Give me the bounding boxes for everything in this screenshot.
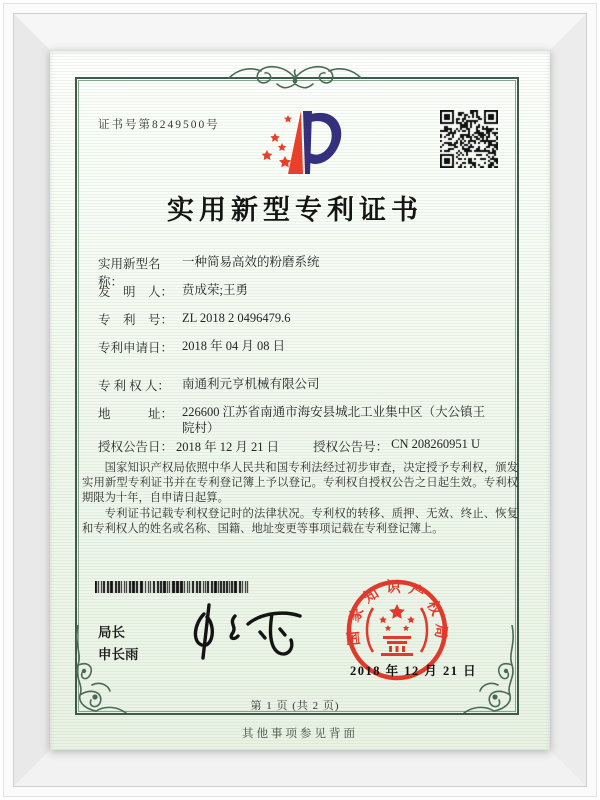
director-block — [98, 622, 139, 666]
director-title: 局长 — [98, 625, 125, 640]
field-value: 一种简易高效的粉磨系统 — [182, 255, 320, 269]
certificate-title: 实用新型专利证书 — [167, 195, 423, 225]
legal-paragraph-1: 国家知识产权局依照中华人民共和国专利法经过初步审查，决定授予专利权，颁发实用新型专利证书并在专利登记簿上予以登记。专利权自授权公告之日起生效。专利权期限为十年，自申请日起算。 — [82, 462, 518, 505]
legal-text — [82, 461, 518, 537]
seal-date: 2018 年 12 月 21 日 — [350, 664, 478, 678]
barcode-icon — [95, 581, 251, 593]
certificate-paper — [50, 50, 550, 750]
field-label: 专 利 权 人： — [98, 379, 170, 393]
certificate-number: 证书号第8249500号 — [98, 119, 220, 131]
field-value: ZL 2018 2 0496479.6 — [182, 311, 291, 325]
field-value: 贲成荣;王勇 — [182, 283, 248, 297]
grant-date-value: 2018 年 12 月 21 日 — [176, 440, 280, 454]
grant-number-label: 授权公告号： — [313, 440, 389, 454]
footer-note: 其他事项参见背面 — [242, 728, 358, 740]
page-indicator: 第 1 页 (共 2 页) — [250, 700, 340, 712]
signature-icon — [188, 602, 313, 664]
field-row-patentee — [98, 376, 494, 394]
legal-paragraph-2: 专利证书记载专利权登记时的法律状况。专利权的转移、质押、无效、终止、恢复和专利权人的姓名或名称、国籍、地址变更等事项记载在专利登记簿上。 — [82, 507, 518, 535]
director-name: 申长雨 — [98, 647, 139, 662]
cnipa-logo-icon — [255, 106, 345, 182]
field-row-patent-number — [98, 310, 494, 328]
field-label: 专利申请日： — [98, 341, 174, 355]
field-row-grant — [98, 437, 480, 455]
field-label: 地 址： — [98, 407, 174, 421]
field-label: 实用新型名称： — [98, 257, 161, 289]
field-label: 专 利 号： — [98, 313, 174, 327]
field-row-address — [98, 404, 494, 436]
border-flourish-top-icon — [225, 60, 365, 94]
field-value: 2018 年 04 月 08 日 — [182, 339, 286, 353]
seal-text: 国家知识产权局 — [345, 579, 449, 647]
grant-number-value: CN 208260951 U — [391, 437, 481, 451]
field-row-inventor — [98, 282, 494, 300]
field-value: 南通利元亨机械有限公司 — [182, 377, 320, 391]
qr-code-icon — [440, 110, 498, 168]
field-row-filing-date — [98, 338, 494, 356]
grant-date-label: 授权公告日： — [98, 440, 174, 454]
national-emblem — [379, 604, 415, 656]
field-value: 226600 江苏省南通市海安县城北工业集中区（大公镇王院村） — [182, 405, 486, 435]
field-label: 发 明 人： — [98, 285, 174, 299]
